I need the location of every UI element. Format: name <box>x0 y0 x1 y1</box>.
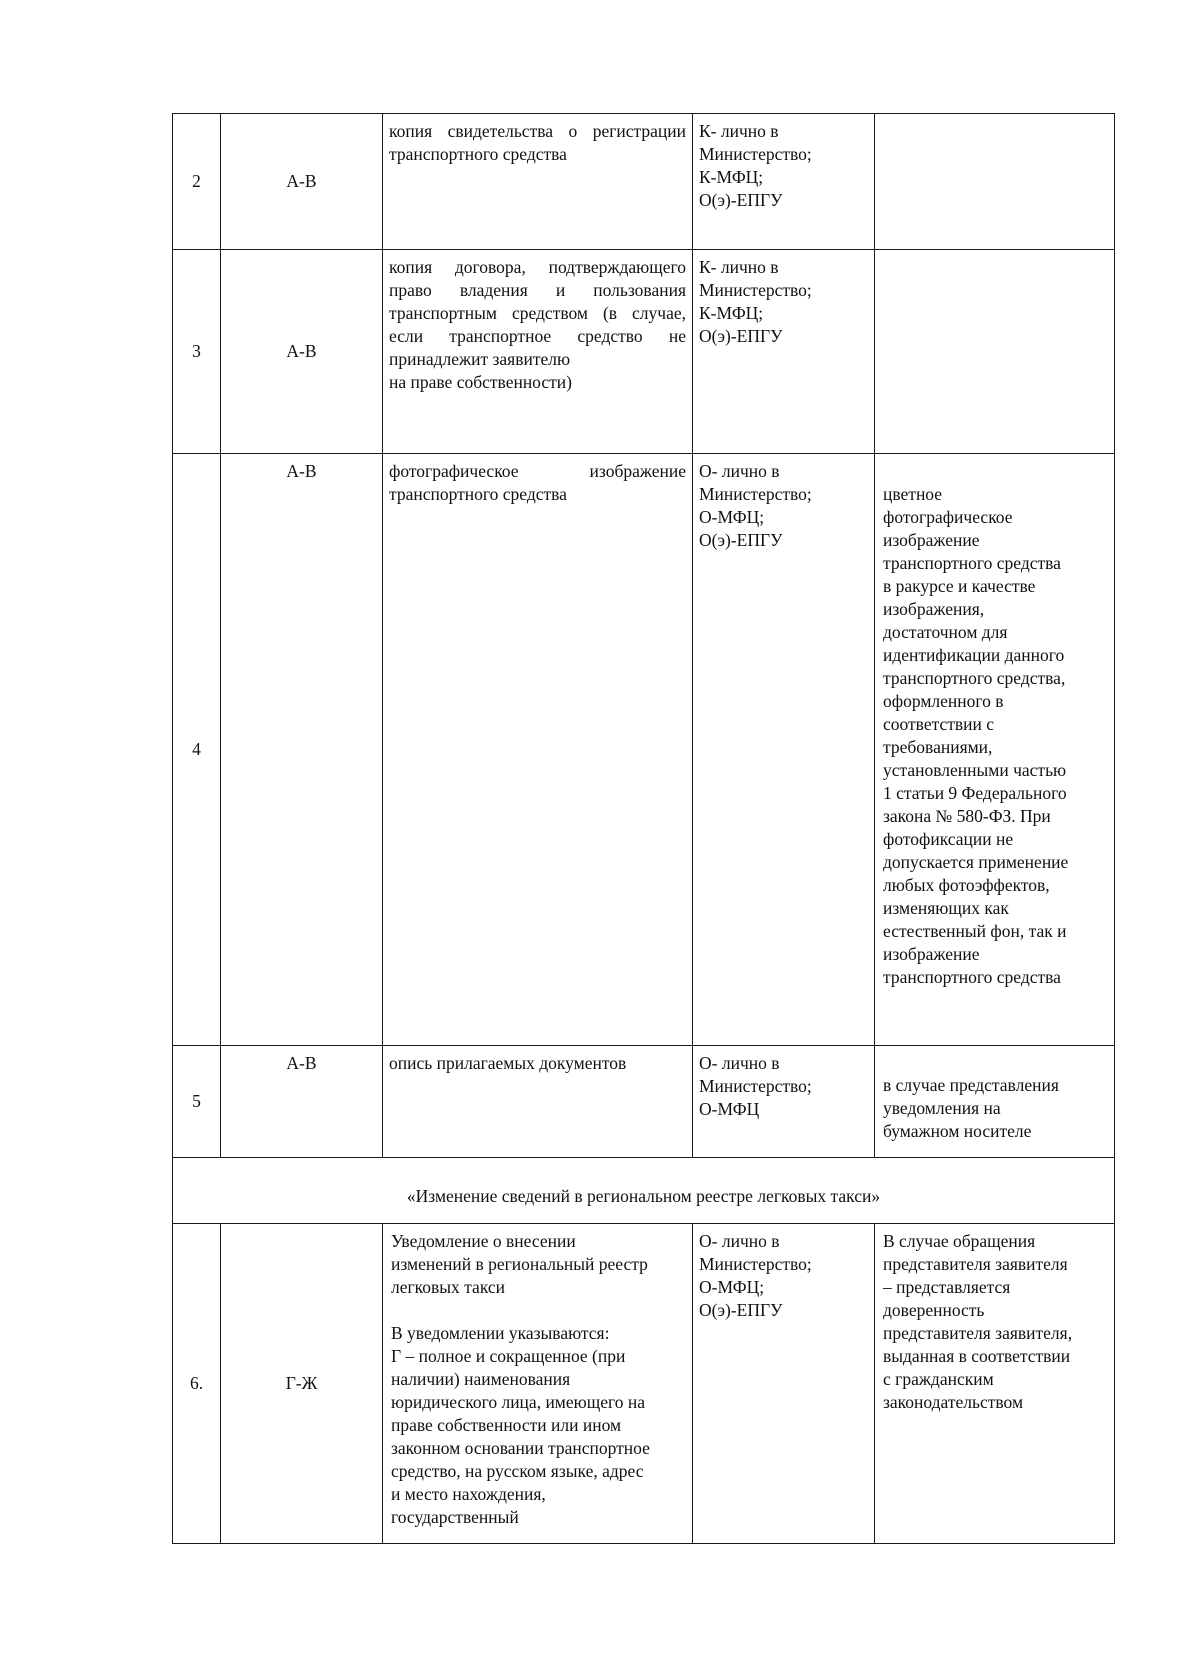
row-code: А-В <box>221 250 383 454</box>
submission-method: О- лично в Министерство; О-МФЦ; О(э)-ЕПГУ <box>693 1224 875 1544</box>
submission-method: К- лично в Министерство; К-МФЦ; О(э)-ЕПГУ <box>693 114 875 250</box>
submission-method: О- лично в Министерство; О-МФЦ; О(э)-ЕПГУ <box>693 454 875 1046</box>
table-row <box>173 250 1115 454</box>
submission-method: К- лично в Министерство; К-МФЦ; О(э)-ЕПГУ <box>693 250 875 454</box>
table-row <box>173 1158 1115 1224</box>
document-name: Уведомление о внесении изменений в региональный реестр легковых такси В уведомлении указываются: Г – полное и сокращенное (при наличии) наименования юридического лица, имеющего на праве собственности или ином законном основании транспортное средство, на русском языке, адрес и место нахождения, государственный <box>383 1224 693 1544</box>
row-number: 5 <box>173 1046 221 1158</box>
row-code: А-В <box>221 114 383 250</box>
table-row <box>173 1046 1115 1158</box>
row-number: 2 <box>173 114 221 250</box>
row-number: 4 <box>173 454 221 1046</box>
row-code: Г-Ж <box>221 1224 383 1544</box>
note-cell: в случае представления уведомления на бумажном носителе <box>875 1046 1115 1158</box>
note-cell <box>875 114 1115 250</box>
document-name: копия договора, подтверждающего право владения и пользования транспортным средством (в случае, если транспортное средство не принадлежит заявителю на праве собственности) <box>383 250 693 454</box>
documents-table <box>172 113 1115 1544</box>
document-name: опись прилагаемых документов <box>383 1046 693 1158</box>
table-row <box>173 114 1115 250</box>
note-cell: цветное фотографическое изображение транспортного средства в ракурсе и качестве изображения, достаточном для идентификации данного транспортного средства, оформленного в соответствии с требованиями, установленными частью 1 статьи 9 Федерального закона № 580-ФЗ. При фотофиксации не допускается применение любых фотоэффектов, изменяющих как естественный фон, так и изображение транспортного средства <box>875 454 1115 1046</box>
table-row <box>173 1224 1115 1544</box>
row-number: 6. <box>173 1224 221 1544</box>
note-cell <box>875 250 1115 454</box>
row-number: 3 <box>173 250 221 454</box>
document-name: фотографическое изображение транспортного средства <box>383 454 693 1046</box>
table-row <box>173 454 1115 1046</box>
row-code: А-В <box>221 1046 383 1158</box>
submission-method: О- лично в Министерство; О-МФЦ <box>693 1046 875 1158</box>
note-cell: В случае обращения представителя заявителя – представляется доверенность представителя заявителя, выданная в соответствии с гражданским законодательством <box>875 1224 1115 1544</box>
row-code: А-В <box>221 454 383 1046</box>
document-name: копия свидетельства о регистрации транспортного средства <box>383 114 693 250</box>
section-title: «Изменение сведений в региональном реестре легковых такси» <box>173 1158 1115 1224</box>
